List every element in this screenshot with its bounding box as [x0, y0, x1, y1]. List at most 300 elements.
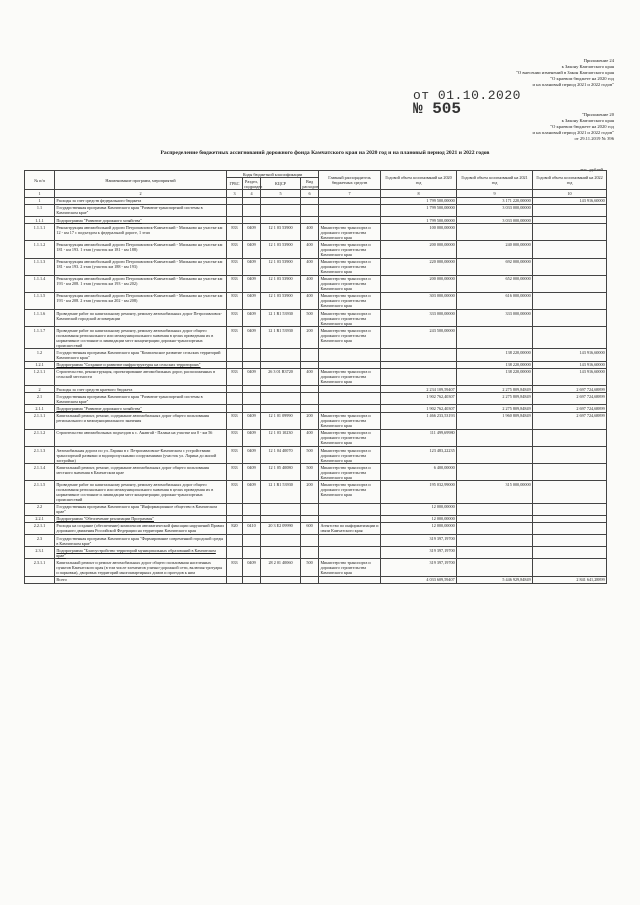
row-manager: Министерство транспорта и дорожного строительства Камчатского края	[319, 292, 381, 309]
row-razdel	[243, 515, 261, 522]
row-2021: 692 000,00000	[457, 258, 533, 275]
col-num-header: № п/п	[25, 171, 55, 190]
row-manager	[319, 547, 381, 559]
row-vr	[301, 361, 319, 368]
row-grbs	[227, 386, 243, 393]
row-name: Расходы на создание (обеспечение) комплексов автоматической фиксации нарушений Правил дорожного движения Российской Федерации на территории Камчатского края	[55, 522, 227, 534]
row-2022	[533, 559, 607, 576]
row-name: Капитальный ремонт, ремонт, содержание автомобильных дорог общего пользования местного значения в Камчатском крае	[55, 464, 227, 481]
row-kcsr: 12 1 01 09990	[261, 412, 301, 429]
row-number: 2.2.1	[25, 515, 55, 522]
row-2021: 333 000,00000	[457, 310, 533, 327]
row-2021: 240 000,00000	[457, 241, 533, 258]
row-vr	[301, 535, 319, 547]
row-razdel	[243, 216, 261, 223]
row-name: Реконструкция автомобильной дороги Петропавловск-Камчатский - Мильково на участке км 181 - км 193. 2 этап (участок км 188 - км 193)	[55, 258, 227, 275]
col-number: 8	[381, 190, 457, 197]
row-razdel	[243, 386, 261, 393]
row-kcsr: 20 3 E2 09990	[261, 522, 301, 534]
row-name: Подпрограмма "Создание и развитие инфраструктуры на сельских территориях"	[55, 361, 227, 368]
row-manager	[319, 216, 381, 223]
row-2021: 315 000,00000	[457, 481, 533, 503]
row-vr	[301, 547, 319, 559]
row-2021	[457, 522, 533, 534]
row-razdel: 0409	[243, 327, 261, 349]
row-number: 1.2.1.1	[25, 368, 55, 385]
row-kcsr	[261, 503, 301, 515]
row-manager: Министерство транспорта и дорожного строительства Камчатского края	[319, 241, 381, 258]
total-2020: 4 033 609,59407	[381, 576, 457, 583]
header-line: "Приложение 20	[581, 112, 614, 117]
row-2022	[533, 241, 607, 258]
row-name: Реконструкция автомобильной дороги Петропавловск-Камчатский - Мильково на участке км 181 - км 193. 1 этап (участок км 181 - км 188)	[55, 241, 227, 258]
row-vr: 400	[301, 429, 319, 446]
stamp-date: от 01.10.2020	[413, 88, 521, 103]
row-kcsr: 12 1 R1 53930	[261, 310, 301, 327]
table-row	[25, 522, 607, 534]
row-2020: 12 000,00000	[381, 515, 457, 522]
row-vr: 400	[301, 292, 319, 309]
col-razdel-header: Раздел, подраздел	[244, 178, 263, 189]
row-number: 1.1.1	[25, 216, 55, 223]
total-2022: 2 841 641,28899	[533, 576, 607, 583]
row-grbs: 833	[227, 327, 243, 349]
row-manager: Министерство транспорта и дорожного строительства Камчатского края	[319, 310, 381, 327]
row-vr	[301, 503, 319, 515]
row-2022	[533, 429, 607, 446]
col-number: 2	[55, 190, 227, 197]
row-razdel: 0409	[243, 310, 261, 327]
row-razdel	[243, 393, 261, 405]
row-razdel	[243, 349, 261, 361]
table-row	[25, 405, 607, 412]
col-2020-header: Годовой объем ассигнований на 2020 год	[381, 171, 457, 190]
row-2022: 2 697 724,68899	[533, 405, 607, 412]
row-kcsr	[261, 361, 301, 368]
row-number: 2.1.1.1	[25, 412, 55, 429]
row-grbs	[227, 349, 243, 361]
row-name: Расходы за счет средств федерального бюджета	[55, 197, 227, 204]
table-row	[25, 224, 607, 241]
row-vr: 400	[301, 224, 319, 241]
row-vr: 500	[301, 310, 319, 327]
table-row	[25, 204, 607, 216]
row-name: Реконструкция автомобильной дороги Петропавловск-Камчатский - Мильково на участке км 12 - км 17 с подъездом к федеральной дороге, 1 этап	[55, 224, 227, 241]
row-2022	[533, 258, 607, 275]
row-manager	[319, 197, 381, 204]
row-name: Капитальный ремонт, ремонт, содержание автомобильных дорог общего пользования регионального и межмуниципального значения	[55, 412, 227, 429]
row-kcsr: 12 1 03 53900	[261, 224, 301, 241]
row-2021	[457, 446, 533, 463]
total-label: Всего	[55, 576, 227, 583]
row-manager: Министерство транспорта и дорожного строительства Камчатского края	[319, 224, 381, 241]
row-2021	[457, 535, 533, 547]
col-number: 6	[301, 190, 319, 197]
row-2020: 195 032,99000	[381, 481, 457, 503]
row-vr	[301, 349, 319, 361]
row-number: 1	[25, 197, 55, 204]
row-number: 2.1.1.5	[25, 481, 55, 503]
header-line: "О краевом бюджете на 2020 год	[550, 76, 614, 81]
row-razdel: 0410	[243, 522, 261, 534]
table-header-row	[25, 171, 607, 178]
row-2020: 1 799 500,00000	[381, 197, 457, 204]
row-manager	[319, 204, 381, 216]
row-vr: 400	[301, 368, 319, 385]
row-2021: 2 275 809,84849	[457, 386, 533, 393]
row-name: Строительство автомобильных подъездов к с. Анавгай - Палана на участке км 0 - км 56	[55, 429, 227, 446]
row-kcsr: 12 1 03 53900	[261, 241, 301, 258]
row-vr: 200	[301, 481, 319, 503]
row-2021: 3 171 220,00000	[457, 197, 533, 204]
row-grbs: 833	[227, 481, 243, 503]
table-row	[25, 327, 607, 349]
row-manager: Министерство транспорта и дорожного строительства Камчатского края	[319, 481, 381, 503]
total-2021: 5 446 929,84849	[457, 576, 533, 583]
row-number: 1.1.1.4	[25, 275, 55, 292]
header-line: и на плановый период 2021 и 2022 годов"	[532, 82, 614, 87]
row-2022: 2 697 724,68899	[533, 412, 607, 429]
row-vr	[301, 393, 319, 405]
row-2022	[533, 204, 607, 216]
stamp-number: № 505	[413, 100, 462, 118]
row-2022: 143 916,60000	[533, 349, 607, 361]
col-codes-header: Коды бюджетной классификации	[227, 171, 319, 178]
row-kcsr: 12 1 03 53900	[261, 258, 301, 275]
row-2021	[457, 515, 533, 522]
row-number: 1.1.1.2	[25, 241, 55, 258]
row-2022: 143 916,60000	[533, 197, 607, 204]
row-2021: 138 220,00000	[457, 349, 533, 361]
row-2021: 3 033 000,00000	[457, 216, 533, 223]
row-2020: 200 000,00000	[381, 241, 457, 258]
row-2022	[533, 535, 607, 547]
header-line: Приложение 24	[583, 58, 614, 63]
document-title: Распределение бюджетных ассигнований дорожного фонда Камчатского края на 2020 год и на плановый период 2021 и 2022 годов	[160, 150, 490, 156]
row-2020: 111 499,69980	[381, 429, 457, 446]
row-razdel: 0409	[243, 464, 261, 481]
row-razdel	[243, 197, 261, 204]
table-row	[25, 412, 607, 429]
row-2020: 333 000,00000	[381, 310, 457, 327]
row-manager	[319, 393, 381, 405]
table-row	[25, 429, 607, 446]
row-kcsr	[261, 535, 301, 547]
row-name: Государственная программа Камчатского края "Развитие транспортной системы в Камчатском крае"	[55, 204, 227, 216]
row-kcsr	[261, 197, 301, 204]
row-2022	[533, 481, 607, 503]
row-razdel	[243, 547, 261, 559]
row-vr	[301, 515, 319, 522]
budget-table	[24, 170, 607, 584]
row-grbs	[227, 204, 243, 216]
row-2022	[533, 446, 607, 463]
row-grbs	[227, 535, 243, 547]
row-2020: 319 397,19700	[381, 559, 457, 576]
row-grbs	[227, 393, 243, 405]
header-line: к Закону Камчатского края	[561, 118, 614, 123]
row-name: Государственная программа Камчатского края "Информационное общество в Камчатском крае"	[55, 503, 227, 515]
row-kcsr: 12 1 R1 53930	[261, 327, 301, 349]
row-name: Проведение работ по капитальному ремонту, ремонту автомобильных дорог общего пользования регионального или межмуниципального значения в целях приведения их в нормативное состояние и ликвидации мест концентрации дорожно-транспортных происшествий	[55, 481, 227, 503]
row-kcsr: 12 1 03 10230	[261, 429, 301, 446]
row-number: 2.1.1	[25, 405, 55, 412]
table-row	[25, 310, 607, 327]
row-grbs	[227, 515, 243, 522]
row-2020: 12 000,00000	[381, 522, 457, 534]
col-2022-header: Годовой объем ассигнований на 2022 год	[533, 171, 607, 190]
row-manager	[319, 349, 381, 361]
row-name: Подпрограмма "Развитие дорожного хозяйства"	[55, 405, 227, 412]
row-name: Подпрограмма "Развитие дорожного хозяйства"	[55, 216, 227, 223]
row-2021: 138 220,00000	[457, 361, 533, 368]
row-grbs: 820	[227, 522, 243, 534]
row-2021	[457, 547, 533, 559]
table-row	[25, 216, 607, 223]
row-2020: 2 234 109,59407	[381, 386, 457, 393]
registration-stamp	[413, 88, 583, 122]
table-row	[25, 481, 607, 503]
header-line: и на плановый период 2021 и 2022 годов"	[532, 130, 614, 135]
row-name: Реконструкция автомобильной дороги Петропавловск-Камчатский - Мильково на участке км 193 - км 208. 2 этап (участок км 202 - км 208)	[55, 292, 227, 309]
row-razdel: 0409	[243, 241, 261, 258]
row-2021	[457, 503, 533, 515]
row-grbs: 833	[227, 258, 243, 275]
col-grbs-header: ГРБС	[227, 178, 243, 190]
row-razdel: 0409	[243, 429, 261, 446]
row-vr: 500	[301, 559, 319, 576]
row-razdel: 0409	[243, 292, 261, 309]
row-2020: 220 000,00000	[381, 258, 457, 275]
row-razdel	[243, 535, 261, 547]
row-2021: 616 000,00000	[457, 292, 533, 309]
row-2020: 200 000,00000	[381, 275, 457, 292]
row-manager: Министерство транспорта и дорожного строительства Камчатского края	[319, 368, 381, 385]
row-manager: Министерство транспорта и дорожного строительства Камчатского края	[319, 464, 381, 481]
row-vr: 500	[301, 446, 319, 463]
row-number: 1.2.1	[25, 361, 55, 368]
table-row	[25, 361, 607, 368]
col-number: 10	[533, 190, 607, 197]
col-number: 7	[319, 190, 381, 197]
row-2021: 2 275 809,84849	[457, 393, 533, 405]
row-vr	[301, 405, 319, 412]
row-2022	[533, 292, 607, 309]
row-kcsr: 12 1 03 53900	[261, 275, 301, 292]
row-number: 2.3.1	[25, 547, 55, 559]
row-razdel: 0409	[243, 481, 261, 503]
row-razdel: 0409	[243, 224, 261, 241]
row-2020: 123 483,22235	[381, 446, 457, 463]
row-2021: 1 960 809,84849	[457, 412, 533, 429]
row-2022: 2 697 724,68899	[533, 386, 607, 393]
col-number: 4	[243, 190, 261, 197]
row-2022: 2 697 724,68899	[533, 393, 607, 405]
row-grbs	[227, 216, 243, 223]
row-manager: Министерство транспорта и дорожного строительства Камчатского края	[319, 559, 381, 576]
row-kcsr: 28 2 01 40060	[261, 559, 301, 576]
row-number: 1.1.1.1	[25, 224, 55, 241]
row-name: Подпрограмма "Благоустройство территорий муниципальных образований в Камчатском крае"	[55, 547, 227, 559]
row-vr	[301, 386, 319, 393]
row-2022	[533, 522, 607, 534]
row-razdel: 0409	[243, 412, 261, 429]
row-grbs: 833	[227, 275, 243, 292]
row-name: Подпрограмма "Обеспечение реализации Программы"	[55, 515, 227, 522]
row-manager: Министерство транспорта и дорожного строительства Камчатского края	[319, 446, 381, 463]
row-2021: 3 033 000,00000	[457, 204, 533, 216]
row-2020: 243 500,00000	[381, 327, 457, 349]
row-razdel	[243, 361, 261, 368]
col-name-header: Наименование программ, мероприятий	[55, 171, 227, 190]
row-kcsr: 12 1 05 40080	[261, 464, 301, 481]
table-row	[25, 535, 607, 547]
row-number: 1.2	[25, 349, 55, 361]
table-row	[25, 464, 607, 481]
table-row	[25, 349, 607, 361]
table-row	[25, 275, 607, 292]
row-vr: 600	[301, 522, 319, 534]
row-kcsr: 26 3 01 R3720	[261, 368, 301, 385]
row-2022	[533, 515, 607, 522]
row-2022	[533, 310, 607, 327]
row-razdel	[243, 204, 261, 216]
row-kcsr	[261, 393, 301, 405]
row-name: Государственная программа Камчатского края "Комплексное развитие сельских территорий Камчатского края"	[55, 349, 227, 361]
row-vr: 200	[301, 412, 319, 429]
row-vr: 400	[301, 241, 319, 258]
row-2020: 1 902 762,40307	[381, 405, 457, 412]
row-name: Реконструкция автомобильной дороги Петропавловск-Камчатский - Мильково на участке км 193 - км 208. 1 этап (участок км 193 - км 202)	[55, 275, 227, 292]
table-row	[25, 559, 607, 576]
row-name: Проведение работ по капитальному ремонту, ремонту автомобильных дорог общего пользования регионального или межмуниципального значения в целях приведения их в нормативное состояние и ликвидации мест концентрации дорожно-транспортных происшествий	[55, 327, 227, 349]
row-number: 1.1.1.3	[25, 258, 55, 275]
row-number: 2.2	[25, 503, 55, 515]
row-2021: 2 275 809,84849	[457, 405, 533, 412]
row-2022	[533, 275, 607, 292]
row-kcsr: 12 1 03 53900	[261, 292, 301, 309]
row-grbs: 833	[227, 241, 243, 258]
col-kcsr-header: КЦСР	[261, 178, 301, 190]
row-kcsr	[261, 386, 301, 393]
row-grbs: 833	[227, 224, 243, 241]
row-vr	[301, 216, 319, 223]
row-manager: Министерство транспорта и дорожного строительства Камчатского края	[319, 275, 381, 292]
col-number: 5	[261, 190, 301, 197]
row-grbs	[227, 197, 243, 204]
row-2020: 1 466 233,53193	[381, 412, 457, 429]
row-razdel	[243, 503, 261, 515]
row-2020	[381, 349, 457, 361]
row-kcsr: 12 1 04 40070	[261, 446, 301, 463]
table-row	[25, 503, 607, 515]
row-name: Государственная программа Камчатского края "Формирование современной городской среды в Камчатском крае"	[55, 535, 227, 547]
row-manager: Министерство транспорта и дорожного строительства Камчатского края	[319, 429, 381, 446]
row-manager	[319, 386, 381, 393]
row-kcsr	[261, 547, 301, 559]
row-2022: 143 916,60000	[533, 368, 607, 385]
row-2022	[533, 464, 607, 481]
units-label: тыс. рублей	[580, 167, 603, 172]
row-razdel: 0409	[243, 258, 261, 275]
row-kcsr	[261, 405, 301, 412]
row-grbs: 833	[227, 412, 243, 429]
row-kcsr	[261, 515, 301, 522]
column-number-row	[25, 190, 607, 197]
row-2020: 100 000,00000	[381, 224, 457, 241]
row-manager	[319, 503, 381, 515]
row-grbs: 833	[227, 368, 243, 385]
row-2022	[533, 216, 607, 223]
row-razdel: 0409	[243, 368, 261, 385]
row-manager: Министерство транспорта и дорожного строительства Камчатского края	[319, 412, 381, 429]
row-kcsr	[261, 349, 301, 361]
row-vr: 500	[301, 464, 319, 481]
row-2020: 6 400,00000	[381, 464, 457, 481]
row-number: 2	[25, 386, 55, 393]
row-2022: 143 916,60000	[533, 361, 607, 368]
total-row	[25, 576, 607, 583]
row-number: 2.1	[25, 393, 55, 405]
row-grbs: 833	[227, 559, 243, 576]
row-number: 2.1.1.3	[25, 446, 55, 463]
row-grbs: 833	[227, 464, 243, 481]
row-razdel	[243, 405, 261, 412]
row-grbs	[227, 361, 243, 368]
row-grbs	[227, 503, 243, 515]
header-line: к Закону Камчатского края	[561, 64, 614, 69]
row-name: Капитальный ремонт и ремонт автомобильных дорог общего пользования населенных пунктов Камчатского края (в том числе элементов улично-дорожной сети, включая тротуары и парковки), дворовых территорий многоквартирных домов и проездов к ним	[55, 559, 227, 576]
col-number: 1	[25, 190, 55, 197]
col-manager-header: Главный распорядитель бюджетных средств	[319, 171, 381, 190]
row-manager: Министерство транспорта и дорожного строительства Камчатского края	[319, 327, 381, 349]
table-row	[25, 292, 607, 309]
row-2020: 1 902 762,40307	[381, 393, 457, 405]
col-number: 9	[457, 190, 533, 197]
row-number: 1.1	[25, 204, 55, 216]
row-2021	[457, 429, 533, 446]
row-manager: Агентство по информатизации и связи Камчатского края	[320, 523, 379, 534]
col-vr-header: Вид расходов	[302, 178, 319, 189]
row-vr	[301, 204, 319, 216]
row-razdel: 0409	[243, 446, 261, 463]
header-line: "О краевом бюджете на 2020 год	[550, 124, 614, 129]
row-kcsr	[261, 204, 301, 216]
row-2022	[533, 547, 607, 559]
table-row	[25, 547, 607, 559]
row-2020: 1 799 500,00000	[381, 216, 457, 223]
row-2020: 1 799 500,00000	[381, 204, 457, 216]
row-number: 1.1.1.6	[25, 310, 55, 327]
row-2022	[533, 224, 607, 241]
row-2020	[381, 368, 457, 385]
row-2020: 12 000,00000	[381, 503, 457, 515]
row-manager	[319, 535, 381, 547]
row-2021	[457, 559, 533, 576]
row-vr: 200	[301, 327, 319, 349]
row-manager	[319, 405, 381, 412]
row-2020: 319 397,19700	[381, 535, 457, 547]
table-row	[25, 515, 607, 522]
row-grbs: 833	[227, 310, 243, 327]
row-name: Автомобильная дорога по ул. Ларина в г. Петропавловске-Камчатском с устройствами транспортной развязки и водопропускными сооружениями (участок ул. Ларина до жилой застройки)	[55, 446, 227, 463]
row-kcsr: 12 1 R1 53930	[261, 481, 301, 503]
table-row	[25, 241, 607, 258]
row-number: 2.3	[25, 535, 55, 547]
row-name: Строительство, реконструкция, проектирование автомобильных дорог, расположенных в сельской местности	[55, 368, 227, 385]
row-grbs	[227, 547, 243, 559]
row-grbs: 833	[227, 446, 243, 463]
